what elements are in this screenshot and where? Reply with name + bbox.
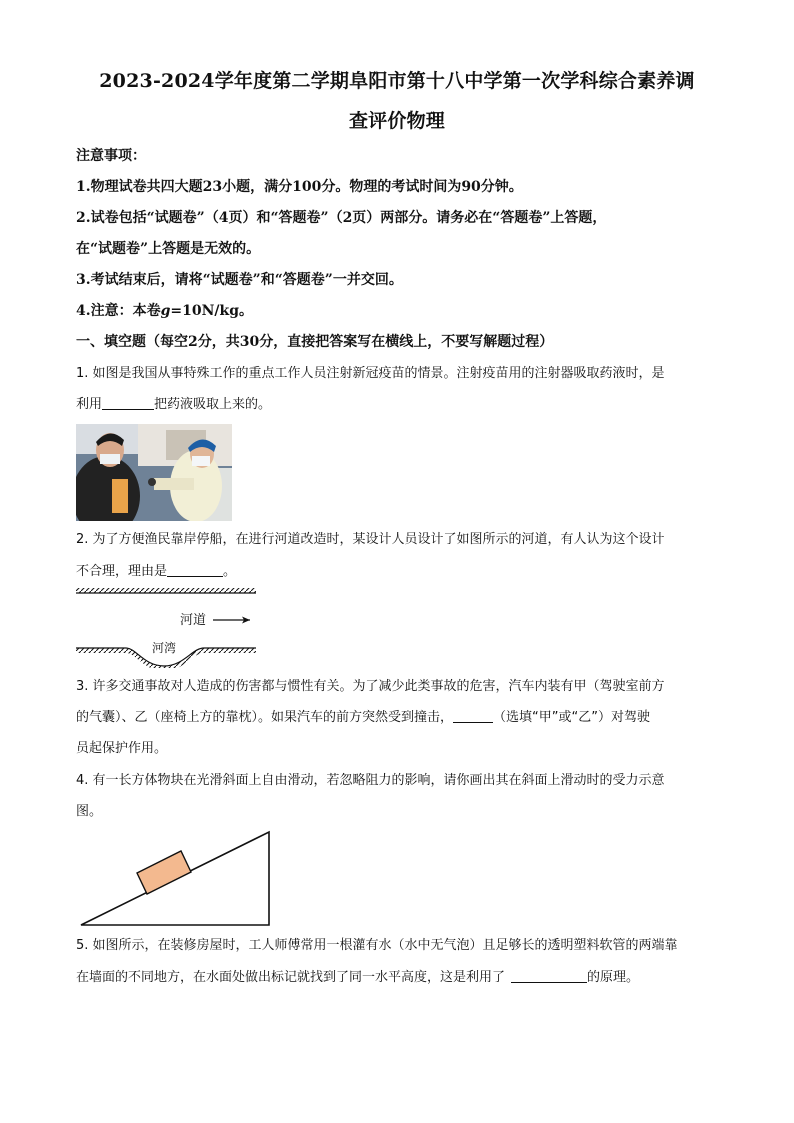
note-4 <box>76 301 726 321</box>
notes-heading: 注意事项： <box>76 148 146 164</box>
river-channel-label: 河道 <box>180 613 207 628</box>
question-4-line1: 4. 有一长方体物块在光滑斜面上自由滑动，若忽略阻力的影响，请你画出其在斜面上滑动时的受力示意 <box>76 773 665 788</box>
river-channel-figure <box>76 586 258 668</box>
question-2-line2 <box>76 562 726 582</box>
question-3-line3: 员起保护作用。 <box>76 741 168 756</box>
note-1: 1.物理试卷共四大题23小题，满分100分。物理的考试时间为90分钟。 <box>76 179 523 195</box>
top-bank <box>76 588 256 593</box>
vaccination-photo <box>76 424 232 521</box>
answer-blank-2[interactable] <box>167 562 223 577</box>
question-3-line1: 3. 许多交通事故对人造成的伤害都与惯性有关。为了减少此类事故的危害，汽车内装有甲（驾驶室前方 <box>76 679 665 694</box>
question-2-line1: 2. 为了方便渔民靠岸停船，在进行河道改造时，某设计人员设计了如图所示的河道，有人认为这个设计 <box>76 532 665 547</box>
question-5-line2 <box>76 968 726 988</box>
note-4-suffix: =10N/kg。 <box>170 303 254 319</box>
question-2-prefix: 不合理，理由是 <box>76 564 168 579</box>
note-4-variable: g <box>160 303 171 319</box>
question-5-prefix: 在墙面的不同地方，在水面处做出标记就找到了同一水平高度，这是利用了 <box>76 970 506 985</box>
question-3-suffix: （选填“甲”或“乙”）对驾驶 <box>493 710 650 725</box>
answer-blank-5[interactable] <box>511 968 587 983</box>
exam-title-line1: 2023-2024学年度第二学期阜阳市第十八中学第一次学科综合素养调 <box>99 70 695 92</box>
question-1-line2 <box>76 395 726 415</box>
question-2-suffix: 。 <box>223 564 237 579</box>
note-2-line1: 2.试卷包括“试题卷”（4页）和“答题卷”（2页）两部分。请务必在“答题卷”上答题， <box>76 210 607 226</box>
question-1-line1: 1. 如图是我国从事特殊工作的重点工作人员注射新冠疫苗的情景。注射疫苗用的注射器吸取药液时，是 <box>76 366 665 381</box>
exam-title-line2: 查评价物理 <box>348 110 445 132</box>
question-1-suffix: 把药液吸取上来的。 <box>154 397 272 412</box>
note-3: 3.考试结束后，请将“试题卷”和“答题卷”一并交回。 <box>76 272 403 288</box>
answer-blank-1[interactable] <box>102 395 154 410</box>
section-1-heading: 一、填空题（每空2分，共30分，直接把答案写在横线上，不要写解题过程） <box>76 334 554 350</box>
question-3-line2 <box>76 708 726 728</box>
question-3-prefix: 的气囊）、乙（座椅上方的靠枕）。如果汽车的前方突然受到撞击， <box>76 710 454 725</box>
question-1-prefix: 利用 <box>76 397 103 412</box>
note-2-line2: 在“试题卷”上答题是无效的。 <box>76 241 261 257</box>
answer-blank-3[interactable] <box>453 708 493 723</box>
question-5-suffix: 的原理。 <box>587 970 640 985</box>
incline-figure <box>78 828 274 930</box>
question-5-line1: 5. 如图所示，在装修房屋时，工人师傅常用一根灌有水（水中无气泡）且足够长的透明塑料软管的两端靠 <box>76 938 678 953</box>
river-bay-label: 河湾 <box>152 641 177 655</box>
note-4-prefix: 4.注意：本卷 <box>76 303 161 319</box>
question-4-line2: 图。 <box>76 804 103 819</box>
